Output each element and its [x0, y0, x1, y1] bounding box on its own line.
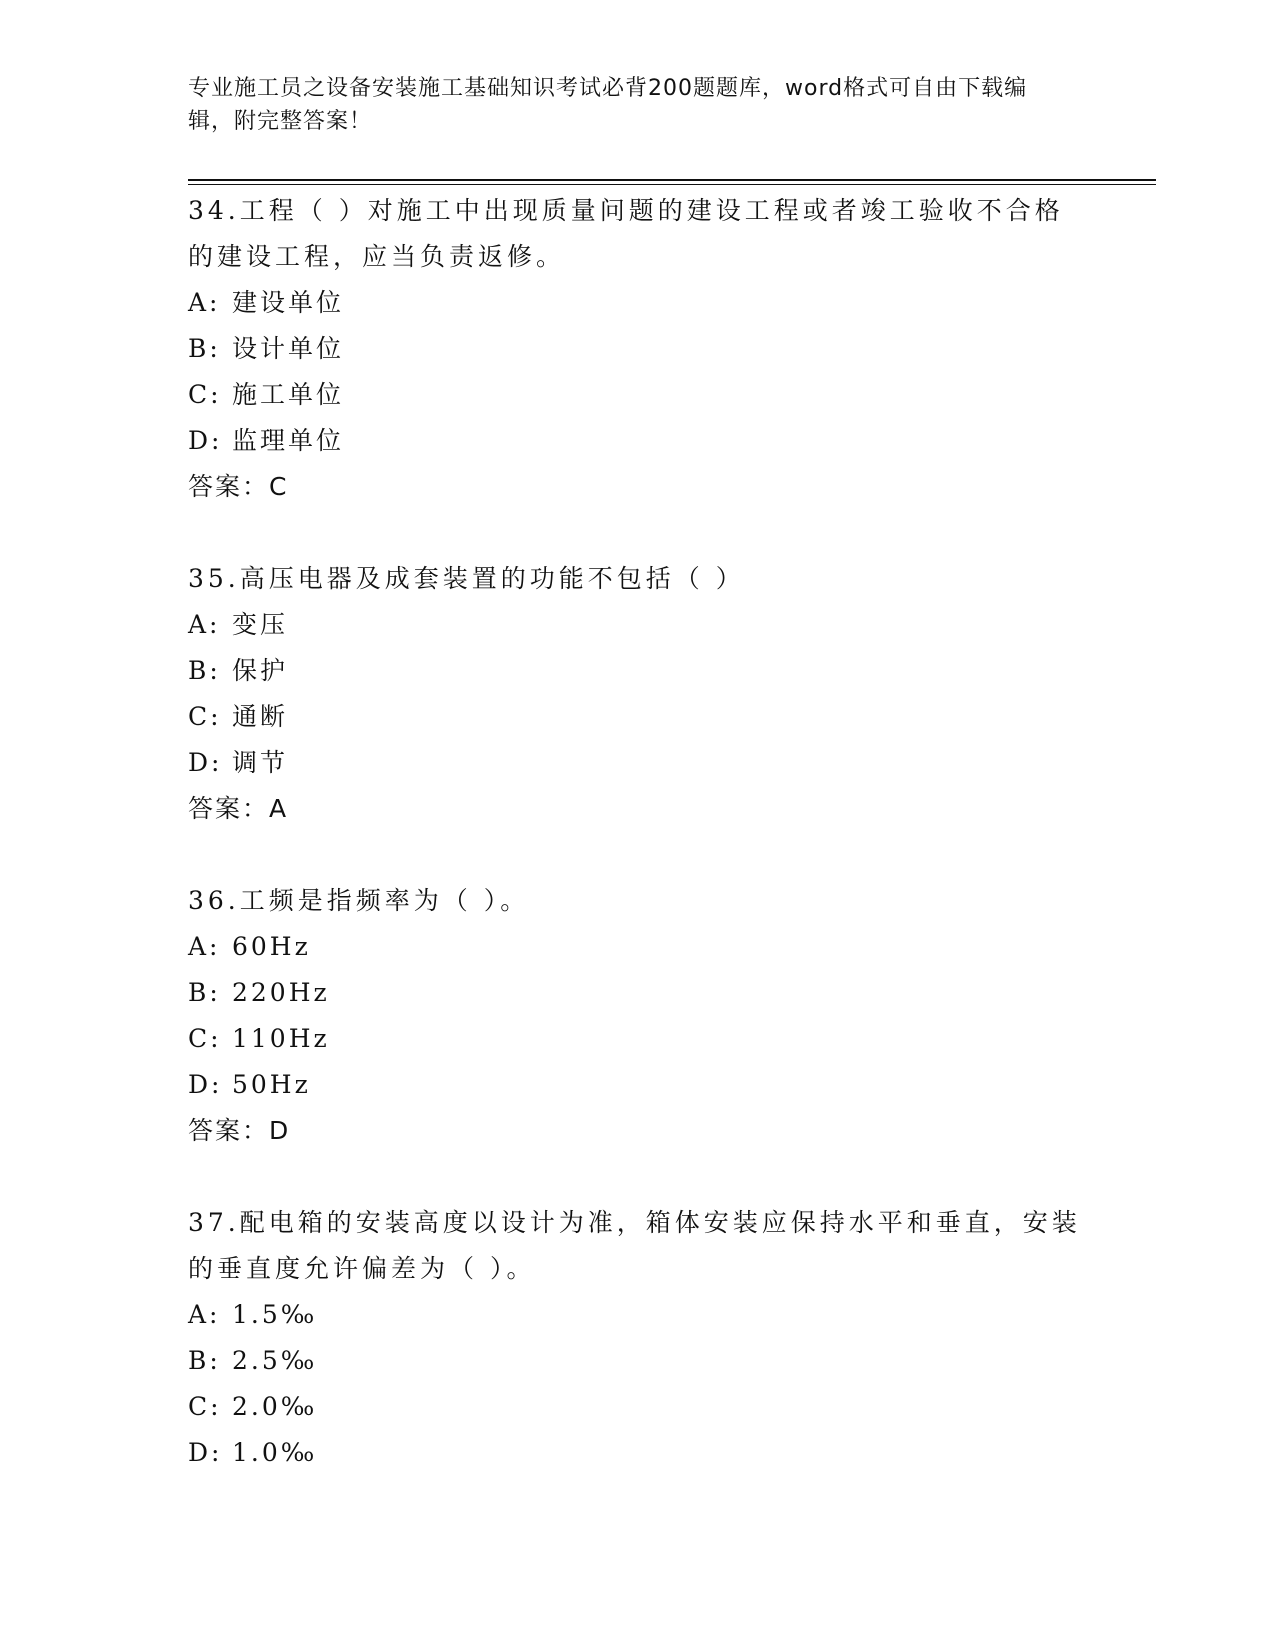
option-text: 监理单位 [232, 426, 345, 455]
question-34 [188, 188, 1088, 510]
option-text: 1.5‰ [232, 1300, 318, 1329]
option-text: 220Hz [232, 978, 330, 1007]
option-letter: C: [188, 1024, 222, 1053]
option-b [188, 326, 1088, 372]
question-text: 34.工程（ ）对施工中出现质量问题的建设工程或者竣工验收不合格的建设工程，应当负责返修。 [188, 196, 1064, 271]
option-c [188, 1016, 1088, 1062]
option-text: 变压 [232, 610, 289, 639]
option-text: 调节 [232, 748, 289, 777]
option-letter: B: [188, 656, 221, 685]
option-letter: A: [188, 1300, 221, 1329]
option-text: 2.5‰ [232, 1346, 318, 1375]
question-36 [188, 878, 1088, 1154]
option-c [188, 372, 1088, 418]
option-letter: A: [188, 932, 221, 961]
option-d [188, 1062, 1088, 1108]
question-text: 36.工频是指频率为（ ）。 [188, 886, 530, 915]
answer-line: 答案：D [188, 1116, 291, 1145]
answer-line: 答案：A [188, 794, 289, 823]
option-b [188, 648, 1088, 694]
option-letter: B: [188, 978, 221, 1007]
option-text: 2.0‰ [232, 1392, 318, 1421]
option-letter: B: [188, 1346, 221, 1375]
option-text: 110Hz [232, 1024, 330, 1053]
option-d [188, 740, 1088, 786]
answer-line: 答案：C [188, 472, 289, 501]
option-letter: C: [188, 1392, 222, 1421]
option-c [188, 694, 1088, 740]
option-letter: A: [188, 288, 221, 317]
option-letter: D: [188, 426, 223, 455]
option-letter: C: [188, 380, 222, 409]
question-35 [188, 556, 1088, 832]
document-header: 专业施工员之设备安装施工基础知识考试必背200题题库，word格式可自由下载编辑，附完整答案！ [188, 76, 1028, 134]
option-a [188, 280, 1088, 326]
option-text: 50Hz [232, 1070, 311, 1099]
option-letter: A: [188, 610, 221, 639]
option-d [188, 418, 1088, 464]
option-letter: B: [188, 334, 221, 363]
option-text: 保护 [232, 656, 289, 685]
question-text: 35.高压电器及成套装置的功能不包括（ ） [188, 564, 745, 593]
option-b [188, 970, 1088, 1016]
question-list [188, 188, 1088, 1522]
option-letter: D: [188, 1438, 223, 1467]
option-letter: D: [188, 748, 223, 777]
header-divider-thin [188, 184, 1156, 185]
option-c [188, 1384, 1088, 1430]
option-d [188, 1430, 1088, 1476]
question-text: 37.配电箱的安装高度以设计为准，箱体安装应保持水平和垂直，安装的垂直度允许偏差为（ ）。 [188, 1208, 1081, 1283]
option-a [188, 924, 1088, 970]
option-text: 1.0‰ [232, 1438, 318, 1467]
option-letter: D: [188, 1070, 223, 1099]
option-b [188, 1338, 1088, 1384]
question-37 [188, 1200, 1088, 1476]
option-letter: C: [188, 702, 222, 731]
option-a [188, 602, 1088, 648]
option-text: 通断 [232, 702, 289, 731]
option-text: 设计单位 [232, 334, 345, 363]
option-text: 建设单位 [232, 288, 345, 317]
option-text: 施工单位 [232, 380, 345, 409]
header-divider-thick [188, 179, 1156, 181]
option-a [188, 1292, 1088, 1338]
option-text: 60Hz [232, 932, 311, 961]
